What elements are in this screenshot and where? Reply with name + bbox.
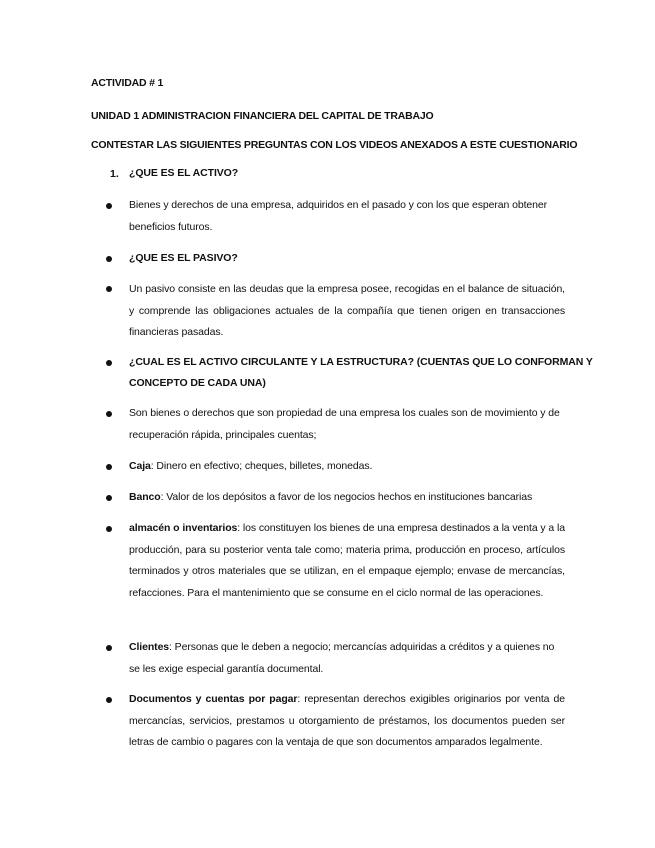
account-almacen-term: almacén o inventarios <box>129 522 238 534</box>
account-banco <box>129 487 565 509</box>
bullet-icon <box>106 360 112 366</box>
bullet-icon <box>106 697 112 703</box>
account-banco-description: : Valor de los depósitos a favor de los negocios hechos en instituciones bancarias <box>160 491 533 503</box>
account-almacen-description: : los constituyen los bienes de una empresa destinados a la venta y a la producción, para su posterior venta tale como; materia prima, producción en proceso, artículos terminados y otros materiales que se utilizan, en el empaque ejemplo; envase de mercancías, refacciones. Para el mantenimiento que se consume en el ciclo normal de las operaciones. <box>129 522 565 599</box>
account-almacen <box>129 518 565 604</box>
account-caja-description: : Dinero en efectivo; cheques, billetes, monedas. <box>150 460 373 472</box>
bullet-icon <box>106 286 112 292</box>
account-clientes <box>129 637 565 680</box>
question-2-title <box>129 248 565 270</box>
bullet-icon <box>106 526 112 532</box>
question-3-title-line-2 <box>129 373 565 395</box>
question-1-title-text: ¿QUE ES EL ACTIVO? <box>129 167 239 179</box>
bullet-icon <box>106 411 112 417</box>
account-clientes-term: Clientes <box>129 641 170 653</box>
question-3-title-line-1 <box>129 352 593 374</box>
question-3-title-line-1-text: ¿CUAL ES EL ACTIVO CIRCULANTE Y LA ESTRUCTURA? (CUENTAS QUE LO CONFORMAN Y <box>129 356 593 368</box>
question-3-intro: Son bienes o derechos que son propiedad de una empresa los cuales son de movimiento y de recuperación rápida, principales cuentas; <box>129 407 560 441</box>
bullet-icon <box>106 464 112 470</box>
bullet-icon <box>106 645 112 651</box>
question-1-answer: Bienes y derechos de una empresa, adquiridos en el pasado y con los que esperan obtener beneficios futuros. <box>129 199 548 233</box>
activity-title: ACTIVIDAD # 1 <box>91 77 164 89</box>
question-1-number: 1. <box>110 168 119 180</box>
bullet-icon <box>106 256 112 262</box>
question-2-answer: Un pasivo consiste en las deudas que la empresa posee, recogidas en el balance de situación, y comprende las obligaciones actuales de la compañía que tienen origen en transacciones financieras pasadas. <box>129 283 565 338</box>
account-documentos <box>129 689 565 754</box>
bullet-icon <box>106 203 112 209</box>
account-documentos-term: Documentos y cuentas por pagar <box>129 693 298 705</box>
bullet-icon <box>106 495 112 501</box>
account-clientes-description: : Personas que le deben a negocio; mercancías adquiridas a créditos y a quienes no se les exige especial garantía documental. <box>129 641 555 675</box>
question-3-title-line-2-text: CONCEPTO DE CADA UNA) <box>129 377 266 389</box>
account-caja-term: Caja <box>129 460 151 472</box>
account-caja <box>129 456 565 478</box>
unit-title: UNIDAD 1 ADMINISTRACION FINANCIERA DEL CAPITAL DE TRABAJO <box>91 110 434 122</box>
account-banco-term: Banco <box>129 491 161 503</box>
instruction-text: CONTESTAR LAS SIGUIENTES PREGUNTAS CON LOS VIDEOS ANEXADOS A ESTE CUESTIONARIO <box>91 139 578 151</box>
question-2-title-text: ¿QUE ES EL PASIVO? <box>129 252 238 264</box>
question-1-title <box>129 163 565 185</box>
account-documentos-description: : representan derechos exigibles originarios por venta de mercancías, servicios, prestamos u otorgamiento de préstamos, los documentos pueden ser letras de cambio o pagares con la ventaja de que son documentos amparados legalmente. <box>129 693 565 748</box>
